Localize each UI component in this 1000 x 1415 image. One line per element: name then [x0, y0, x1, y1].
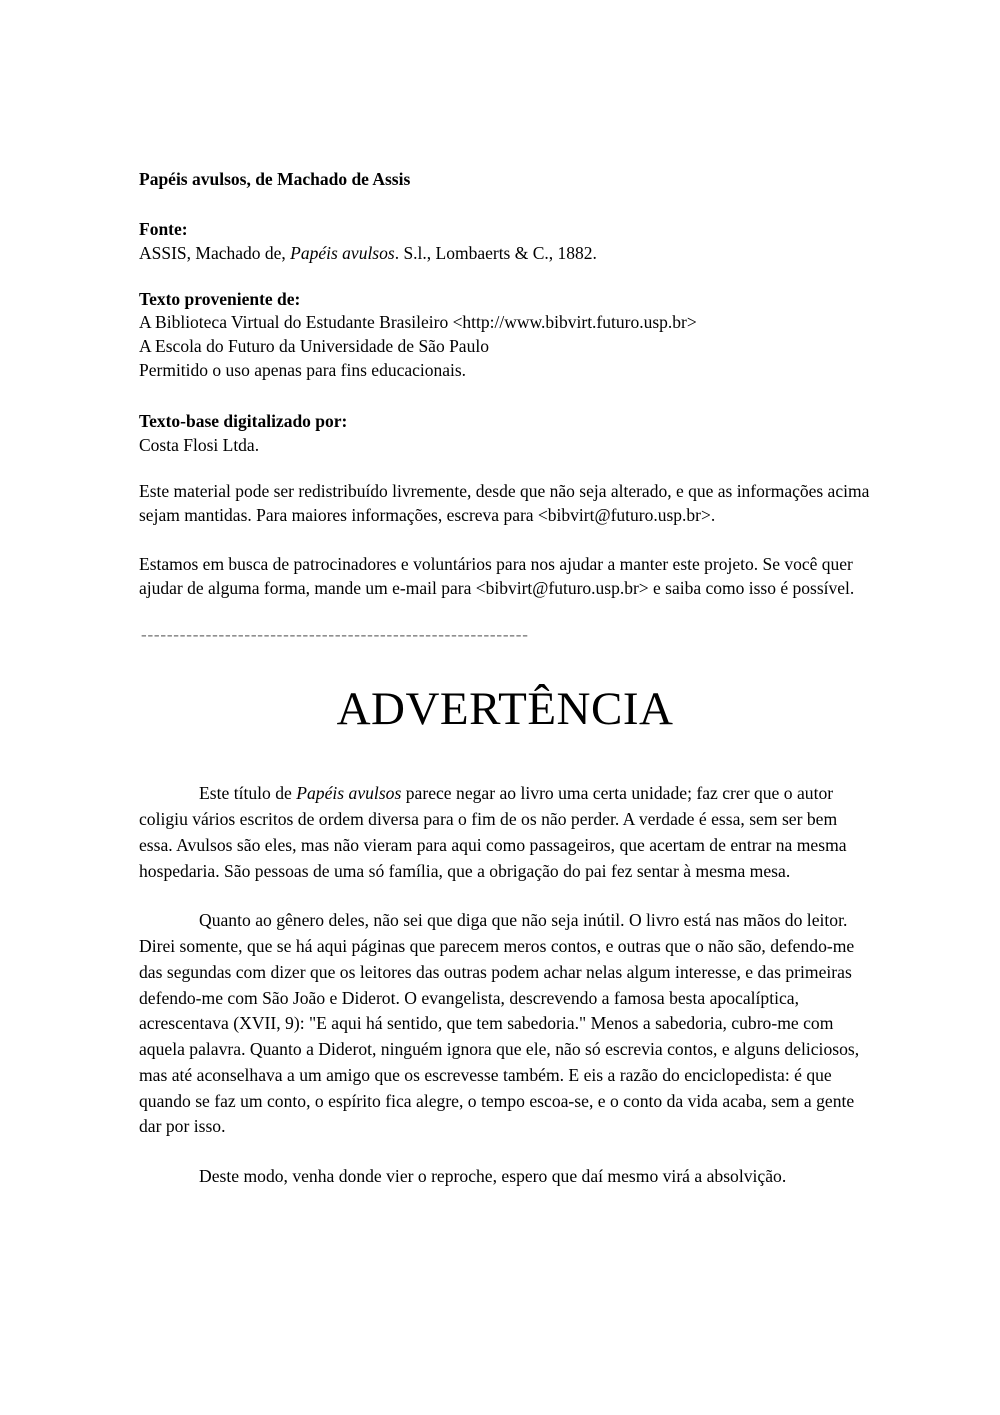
provenance-line-2: A Escola do Futuro da Universidade de São Paulo	[139, 335, 489, 356]
digitizer-line-1: Costa Flosi Ltda.	[139, 435, 260, 456]
section-separator: ------------------------------------------------------------	[141, 625, 529, 644]
body-paragraph	[139, 781, 871, 884]
provenance-block	[139, 288, 871, 383]
paragraph-rest: parece negar ao livro uma certa unidade; faz crer que o autor coligiu vários escritos de ordem diversa para o fim de os não perder. A verdade é essa, sem ser bem essa. Avulsos são eles, mas não vieram para aqui como passageiros, que acertam de entrar na mesma hospedaria. São pessoas de uma só família, que a obrigação do pai fez sentar à mesma mesa.	[139, 783, 847, 881]
body-paragraph	[139, 1164, 871, 1190]
body-text	[139, 781, 871, 1190]
source-label: Fonte:	[139, 219, 188, 240]
body-paragraph	[139, 908, 871, 1140]
document-heading: Papéis avulsos, de Machado de Assis	[139, 169, 411, 189]
provenance-label: Texto proveniente de:	[139, 288, 301, 309]
paragraph-lead: Este título de	[199, 783, 297, 804]
provenance-line-1: A Biblioteca Virtual do Estudante Brasileiro <http://www.bibvirt.futuro.usp.br>	[139, 312, 697, 333]
page-title: ADVERTÊNCIA	[336, 682, 674, 735]
paragraph-rest: Quanto ao gênero deles, não sei que diga que não seja inútil. O livro está nas mãos do leitor. Direi somente, que se há aqui páginas que parecem meros contos, e outras que o não são, defendo-me das segundas com dizer que os leitores das outras podem achar nelas algum interesse, e das primeiras defendo-me com São João e Diderot. O evangelista, descrevendo a famosa besta apocalíptica, acrescentava (XVII, 9): "E aqui há sentido, que tem sabedoria." Menos a sabedoria, cubro-me com aquela palavra. Quanto a Diderot, ninguém ignora que ele, não só escrevia contos, e alguns deliciosos, mas até aconselhava a um amigo que os escrevesse também. E eis a razão do enciclopedista: é que quando se faz um conto, o espírito fica alegre, o tempo escoa-se, e o conto da vida acaba, sem a gente dar por isso.	[139, 910, 860, 1137]
redistribution-notice: Este material pode ser redistribuído livremente, desde que não seja alterado, e que as informações acima sejam mantidas. Para maiores informações, escreva para <bibvirt@futuro.usp.br>.	[139, 480, 870, 525]
sponsorship-notice: Estamos em busca de patrocinadores e voluntários para nos ajudar a manter este projeto. Se você quer ajudar de alguma forma, mande um e-mail para <bibvirt@futuro.usp.br> e saiba como isso é possível.	[139, 553, 855, 598]
digitizer-label: Texto-base digitalizado por:	[139, 411, 348, 432]
source-block	[139, 218, 871, 265]
source-citation-suffix: . S.l., Lombaerts & C., 1882.	[394, 242, 597, 263]
paragraph-rest: Deste modo, venha donde vier o reproche, espero que daí mesmo virá a absolvição.	[199, 1166, 787, 1187]
source-citation-prefix: ASSIS, Machado de,	[139, 242, 291, 263]
document-content	[139, 168, 871, 1214]
provenance-line-3: Permitido o uso apenas para fins educacionais.	[139, 359, 467, 380]
source-citation	[139, 242, 871, 266]
source-citation-title: Papéis avulsos	[290, 242, 395, 263]
paragraph-italic-title: Papéis avulsos	[296, 783, 402, 804]
digitizer-block	[139, 410, 871, 457]
